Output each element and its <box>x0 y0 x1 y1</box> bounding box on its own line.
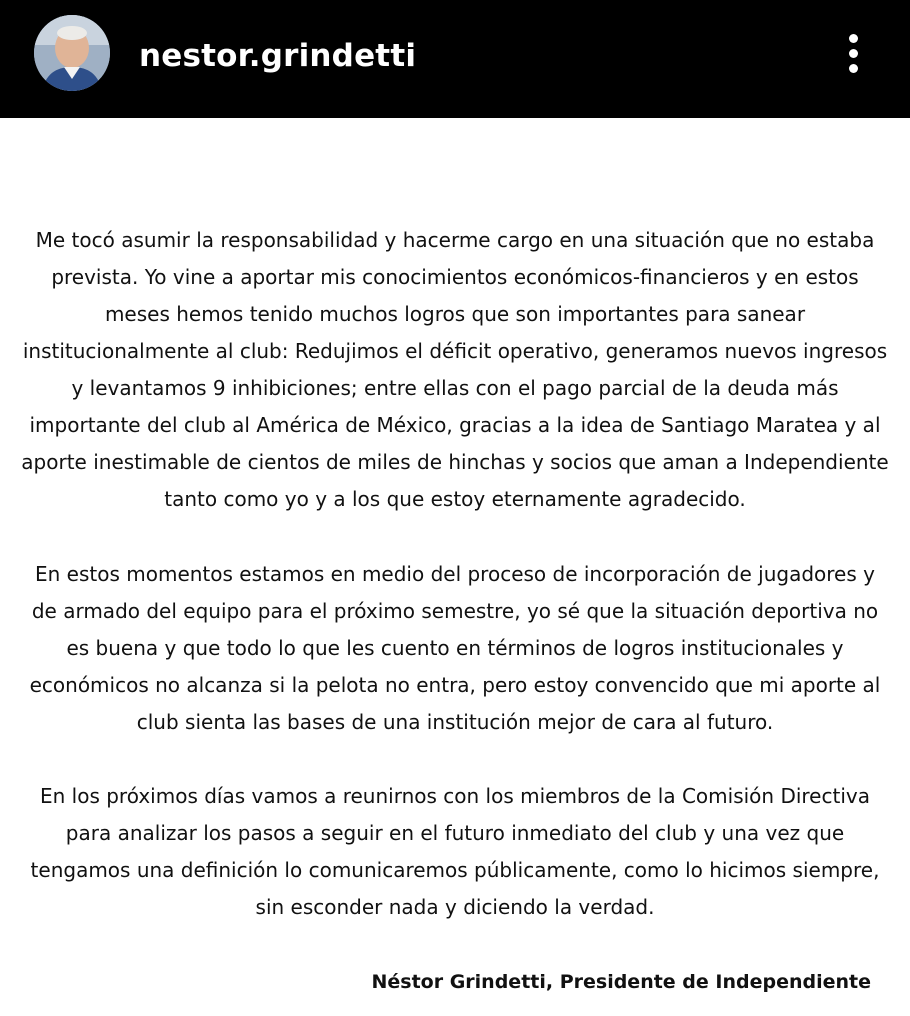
profile-photo-icon <box>34 15 110 91</box>
post-paragraph: En los próximos días vamos a reunirnos con los miembros de la Comisión Directiva para analizar los pasos a seguir en el futuro inmediato del club y una vez que tengamos una definición lo comunicaremos públicamente, como lo hicimos siempre, sin esconder nada y diciendo la verdad. <box>30 784 880 919</box>
post-paragraph: En estos momentos estamos en medio del proceso de incorporación de jugadores y de armado del equipo para el próximo semestre, yo sé que la situación deportiva no es buena y que todo lo que les cuento en términos de logros institucionales y económicos no alcanza si la pelota no entra, pero estoy convencido que mi aporte al club sienta las bases de una institución mejor de cara al futuro. <box>29 562 881 734</box>
signature: Néstor Grindetti, Presidente de Independiente <box>371 971 871 993</box>
post-paragraph: Me tocó asumir la responsabilidad y hacerme cargo en una situación que no estaba prevista. Yo vine a aportar mis conocimientos económicos-financieros y en estos meses hemos tenido muchos logros que son importantes para sanear institucionalmente al club: Redujimos el déficit operativo, generamos nuevos ingresos y levantamos 9 inhibiciones; entre ellas con el pago parcial de la deuda más importante del club al América de México, gracias a la idea de Santiago Maratea y al aporte inestimable de cientos de miles de hinchas y socios que aman a Independiente tanto como yo y a los que estoy eternamente agradecido. <box>21 228 889 511</box>
avatar[interactable] <box>34 15 110 91</box>
profile-header <box>0 0 910 118</box>
more-dot <box>849 34 858 43</box>
more-vertical-icon[interactable] <box>840 30 868 78</box>
post-image <box>0 118 910 1016</box>
more-dot <box>849 49 858 58</box>
more-dot <box>849 64 858 73</box>
username[interactable]: nestor.grindetti <box>139 38 417 74</box>
